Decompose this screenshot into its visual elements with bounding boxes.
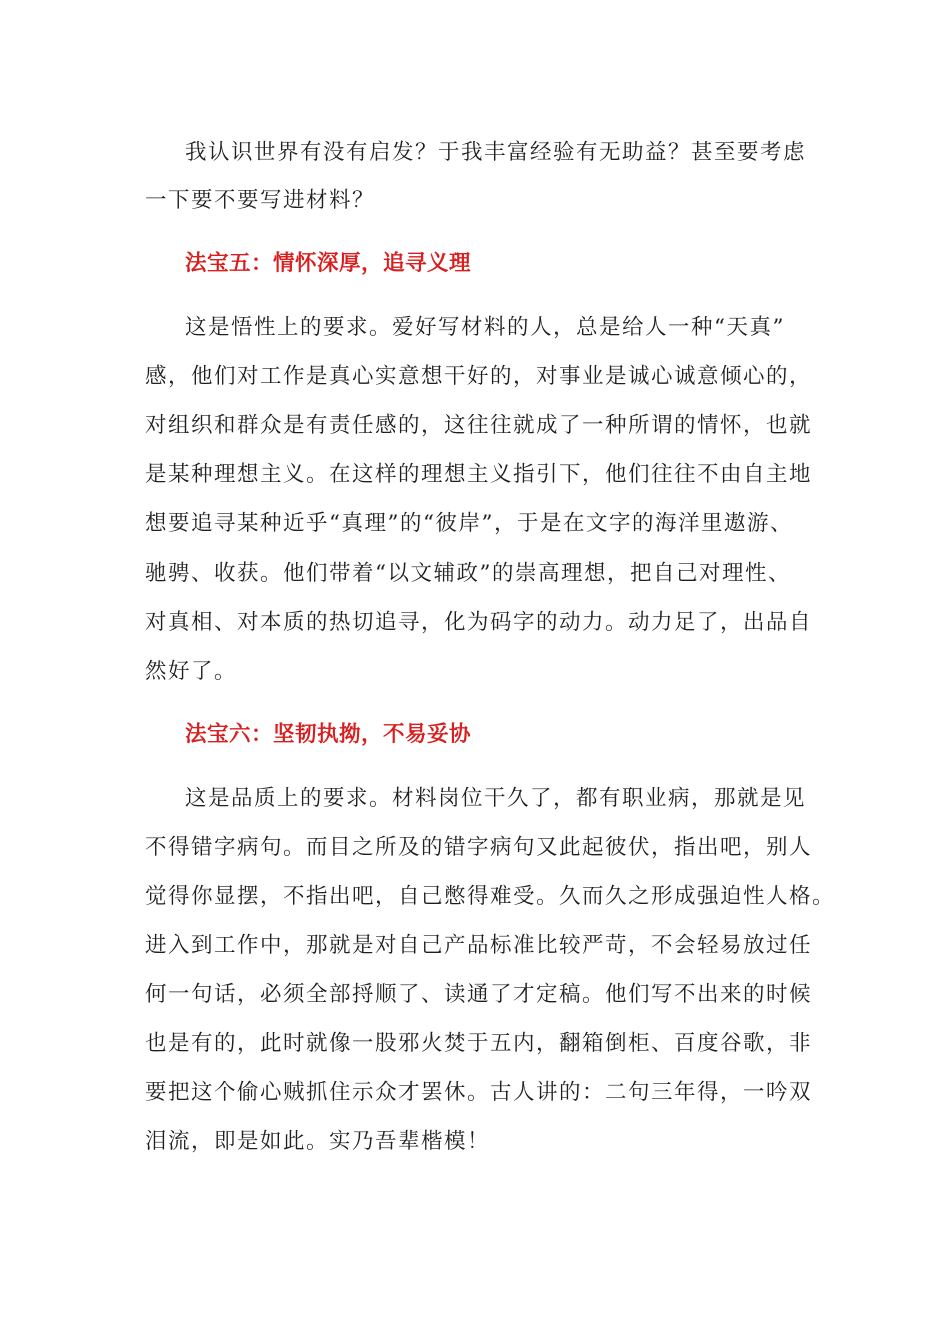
paragraph-3-line-3: 觉得你显摆，不指出吧，自己憋得难受。久而久之形成强迫性人格。 — [145, 884, 836, 909]
paragraph-2-line-2: 感，他们对工作是真心实意想干好的，对事业是诚心诚意倾心的， — [145, 364, 813, 389]
paragraph-3-line-7: 要把这个偷心贼抓住示众才罢休。古人讲的：二句三年得，一吟双 — [145, 1080, 813, 1105]
paragraph-1-line-1: 我认识世界有没有启发？于我丰富经验有无助益？甚至要考虑 — [185, 140, 807, 165]
paragraph-1-line-2: 一下要不要写进材料？ — [145, 188, 376, 213]
paragraph-2-line-5: 想要追寻某种近乎“真理”的“彼岸”，于是在文字的海洋里遨游、 — [145, 511, 793, 536]
paragraph-2-line-3: 对组织和群众是有责任感的，这往往就成了一种所谓的情怀，也就 — [145, 413, 813, 438]
paragraph-3-line-6: 也是有的，此时就像一股邪火焚于五内，翻箱倒柜、百度谷歌，非 — [145, 1031, 813, 1056]
paragraph-3-line-1: 这是品质上的要求。材料岗位干久了，都有职业病，那就是见 — [185, 786, 807, 811]
paragraph-2-line-7: 对真相、对本质的热切追寻，化为码字的动力。动力足了，出品自 — [145, 610, 813, 635]
paragraph-3-line-4: 进入到工作中，那就是对自己产品标准比较严苛，不会轻易放过任 — [145, 933, 813, 958]
paragraph-3-line-8: 泪流，即是如此。实乃吾辈楷模！ — [145, 1129, 491, 1154]
section-heading-5: 法宝五：情怀深厚，追寻义理 — [185, 251, 472, 276]
paragraph-3-line-2: 不得错字病句。而目之所及的错字病句又此起彼伏，指出吧，别人 — [145, 835, 813, 860]
paragraph-2-line-1: 这是悟性上的要求。爱好写材料的人，总是给人一种“天真” — [185, 315, 785, 340]
paragraph-2-line-8: 然好了。 — [145, 659, 238, 684]
paragraph-2-line-4: 是某种理想主义。在这样的理想主义指引下，他们往往不由自主地 — [145, 462, 813, 487]
paragraph-2-line-6: 驰骋、收获。他们带着“以文辅政”的崇高理想，把自己对理性、 — [145, 561, 791, 586]
paragraph-3-line-5: 何一句话，必须全部捋顺了、读通了才定稿。他们写不出来的时候 — [145, 982, 813, 1007]
section-heading-6: 法宝六：坚韧执拗，不易妥协 — [185, 722, 472, 747]
